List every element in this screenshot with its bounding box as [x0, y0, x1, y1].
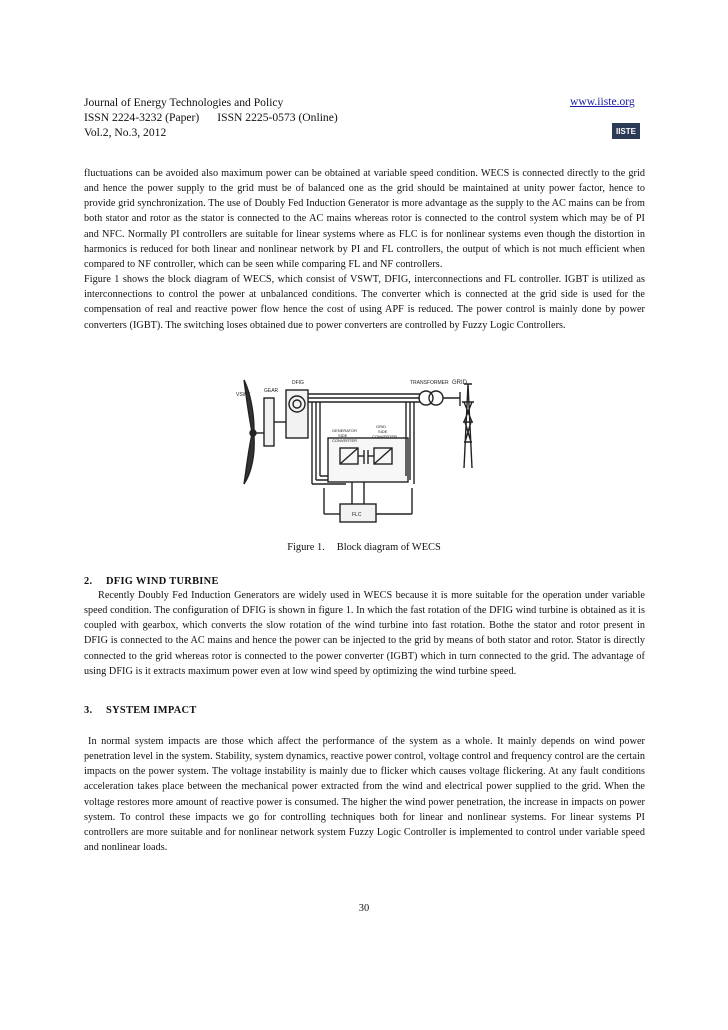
- label-flc: FLC: [352, 512, 362, 518]
- turbine-blade-upper: [244, 380, 254, 432]
- journal-url-link[interactable]: www.iiste.org: [570, 95, 635, 108]
- label-grid-conv-1: GRID: [376, 424, 386, 429]
- intro-paragraph-figure-ref: Figure 1 shows the block diagram of WECS, which consist of VSWT, DFIG, interconnections and FL controller. IGBT is utilized as interconnections to control the power at unbalanced conditions. The converter which is connected at the grid side is used for the compensation of real and reactive power flow hence the cost of using APF is reduced. The power control is mainly done by power converters (IGBT). The switching loses obtained due to power converters are controlled by Fuzzy Logic Controllers.: [84, 274, 645, 331]
- issn-paper: ISSN 2224-3232 (Paper): [84, 111, 200, 124]
- wecs-block-diagram: [228, 372, 518, 532]
- label-gen-conv-1: GENERATOR: [332, 428, 357, 433]
- section-3-title: SYSTEM IMPACT: [106, 705, 197, 716]
- section-2-title: DFIG WIND TURBINE: [106, 576, 219, 587]
- label-gear: GEAR: [264, 388, 279, 394]
- grid-tower: [462, 384, 474, 468]
- label-dfig: DFIG: [292, 380, 304, 386]
- label-gen-conv-3: CONVERTER: [332, 438, 358, 443]
- section-3-number: 3.: [84, 705, 93, 716]
- figure-caption-text: Block diagram of WECS: [336, 542, 441, 553]
- intro-paragraph: fluctuations can be avoided also maximum power can be obtained at variable speed condition. WECS is connected directly to the grid and hence the power supply to the grid must be of balanced one as the grid should be maintained at unity power factor, hence to provide grid synchronization. The use of Doubly Fed Induction Generator is more advantage as the supply to the AC mains can be from both stator and rotor as the stator is connected to the AC mains whereas rotor is connected to the control system which may be of PI and NFC. Normally PI controllers are suitable for linear systems where as FLC is for nonlinear systems even though the distortion in harmonics is reduced for both linear and nonlinear network by PI and FL controllers, the output of which is not much efficient when compared to NF controller, which can be seen while comparing FL and NF controllers.: [84, 168, 645, 270]
- page-number: 30: [358, 903, 370, 914]
- label-grid-conv-3: CONVERTER: [372, 434, 398, 439]
- label-gen-conv-2: SIDE: [338, 433, 348, 438]
- transformer-coil-right: [429, 391, 443, 405]
- section-2-paragraph: Recently Doubly Fed Induction Generators are widely used in WECS because it is more suitable for the operation under variable speed condition. The configuration of DFIG is shown in figure 1. In which the fast rotation of the DFIG wind turbine is obtained as it is coupled with gearbox, which converts the slow rotation of the wind turbine into fast rotation. Bothe the stator and rotor present in DFIG is connected to the AC mains and hence the power can be injected to the grid by means of both stator and rotor. Stator is directly connected to the grid whereas rotor is connected to the power converter (IGBT) which in turn connected to the grid. The advantage of using DFIG is it extracts maximum power even at low wind speed by optimizing the wind turbine speed.: [84, 590, 645, 677]
- section-3-body: [84, 734, 645, 855]
- dfig-block: [286, 390, 308, 438]
- section-2-number: 2.: [84, 576, 93, 587]
- intro-section: [84, 166, 645, 333]
- turbine-blade-lower: [244, 434, 254, 484]
- section-3-heading: [84, 705, 197, 716]
- section-2-body: [84, 588, 645, 679]
- section-3-paragraph: In normal system impacts are those which affect the performance of the system as a whole. It mainly depends on wind power penetration level in the system. Stability, system dynamics, reactive power control, voltage control and frequency control are the certain impacts on the power system. The voltage instability is mainly due to flicker which causes voltage flickering. At any fault conditions acceleration takes place between the mechanical power extracted from the wind and electrical power supplied to the grid. When the voltage restores more amount of reactive power is consumed. The higher the wind power penetration, the increase in impacts on power system. To control these impacts we go for controlling techniques both for linear and nonlinear systems. For linear systems PI controllers are more suitable and for nonlinear network system Fuzzy Logic Controller is implemented to control under variable speed and nonlinear loads.: [84, 736, 645, 854]
- volume-line: Vol.2, No.3, 2012: [84, 126, 167, 139]
- figure-caption: [0, 542, 728, 553]
- issn-online: ISSN 2225-0573 (Online): [217, 111, 338, 124]
- label-grid: GRID: [452, 380, 467, 386]
- iiste-logo: [612, 113, 640, 139]
- label-transformer: TRANSFORMER: [410, 380, 449, 386]
- gearbox-block: [264, 398, 274, 446]
- issn-line: [84, 110, 338, 125]
- label-grid-conv-2: SIDE: [378, 429, 388, 434]
- journal-title: Journal of Energy Technologies and Policy: [84, 96, 284, 109]
- figure-caption-label: Figure 1.: [287, 542, 325, 553]
- label-vswt: VSWT: [236, 392, 251, 398]
- section-2-heading: [84, 576, 219, 587]
- logo-text: IISTE: [615, 127, 637, 136]
